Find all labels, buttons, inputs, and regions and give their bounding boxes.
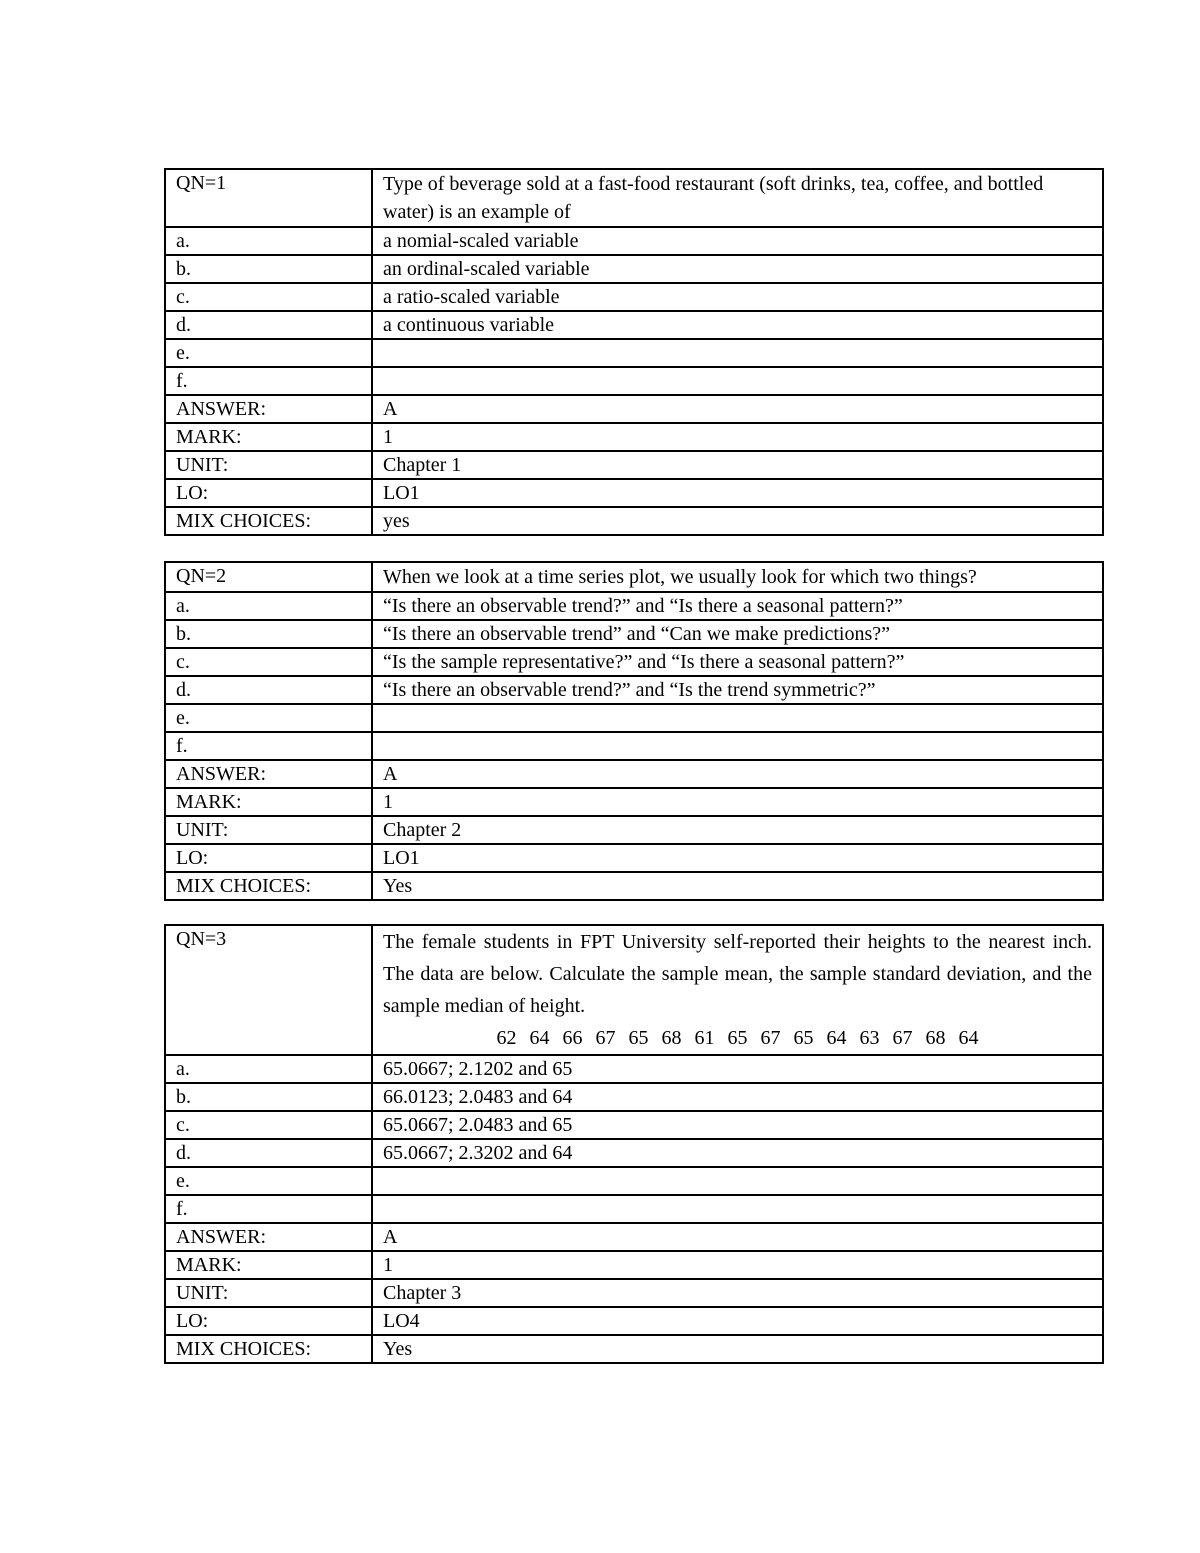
- answer-row: [165, 395, 1103, 423]
- meta-label: MARK:: [165, 788, 372, 816]
- choice-label: c.: [165, 283, 372, 311]
- mix-choices-value: Yes: [372, 872, 1103, 900]
- lo-value: LO1: [372, 479, 1103, 507]
- answer-value: A: [372, 395, 1103, 423]
- mark-value: 1: [372, 423, 1103, 451]
- choice-text: “Is there an observable trend?” and “Is there a seasonal pattern?”: [372, 592, 1103, 620]
- choice-label: f.: [165, 367, 372, 395]
- meta-label: LO:: [165, 479, 372, 507]
- choice-label: c.: [165, 1111, 372, 1139]
- choice-text: [372, 339, 1103, 367]
- lo-value: LO4: [372, 1307, 1103, 1335]
- question-number: QN=3: [165, 925, 372, 1055]
- choice-row: [165, 1083, 1103, 1111]
- choice-text: [372, 1195, 1103, 1223]
- question-table-3: [164, 924, 1104, 1364]
- choice-text: 66.0123; 2.0483 and 64: [372, 1083, 1103, 1111]
- choice-text: a nomial-scaled variable: [372, 227, 1103, 255]
- choice-row: [165, 1167, 1103, 1195]
- question-text: When we look at a time series plot, we usually look for which two things?: [372, 562, 1103, 592]
- mark-row: [165, 1251, 1103, 1279]
- mark-row: [165, 788, 1103, 816]
- meta-label: MIX CHOICES:: [165, 872, 372, 900]
- choice-row: [165, 227, 1103, 255]
- choice-text: [372, 1167, 1103, 1195]
- choice-text: “Is the sample representative?” and “Is there a seasonal pattern?”: [372, 648, 1103, 676]
- unit-row: [165, 451, 1103, 479]
- question-row: [165, 562, 1103, 592]
- unit-value: Chapter 3: [372, 1279, 1103, 1307]
- choice-row: [165, 1055, 1103, 1083]
- question-number: QN=2: [165, 562, 372, 592]
- question-row: [165, 169, 1103, 227]
- mix-choices-row: [165, 872, 1103, 900]
- choice-label: f.: [165, 1195, 372, 1223]
- question-table-1: [164, 168, 1104, 536]
- choice-label: d.: [165, 676, 372, 704]
- mix-choices-value: yes: [372, 507, 1103, 535]
- question-row: [165, 925, 1103, 1055]
- meta-label: LO:: [165, 844, 372, 872]
- choice-row: [165, 1111, 1103, 1139]
- choice-label: b.: [165, 620, 372, 648]
- meta-label: UNIT:: [165, 816, 372, 844]
- answer-row: [165, 1223, 1103, 1251]
- choice-row: [165, 283, 1103, 311]
- choice-label: e.: [165, 704, 372, 732]
- choice-text: “Is there an observable trend?” and “Is the trend symmetric?”: [372, 676, 1103, 704]
- unit-value: Chapter 2: [372, 816, 1103, 844]
- choice-label: b.: [165, 1083, 372, 1111]
- choice-row: [165, 648, 1103, 676]
- mix-choices-value: Yes: [372, 1335, 1103, 1363]
- lo-value: LO1: [372, 844, 1103, 872]
- meta-label: ANSWER:: [165, 395, 372, 423]
- choice-label: d.: [165, 311, 372, 339]
- choice-row: [165, 620, 1103, 648]
- choice-row: [165, 704, 1103, 732]
- choice-label: e.: [165, 1167, 372, 1195]
- mix-choices-row: [165, 1335, 1103, 1363]
- unit-row: [165, 1279, 1103, 1307]
- meta-label: LO:: [165, 1307, 372, 1335]
- mark-row: [165, 423, 1103, 451]
- choice-label: a.: [165, 227, 372, 255]
- meta-label: UNIT:: [165, 1279, 372, 1307]
- choice-row: [165, 732, 1103, 760]
- answer-value: A: [372, 1223, 1103, 1251]
- choice-label: e.: [165, 339, 372, 367]
- choice-row: [165, 311, 1103, 339]
- choice-text: a continuous variable: [372, 311, 1103, 339]
- unit-value: Chapter 1: [372, 451, 1103, 479]
- choice-text: “Is there an observable trend” and “Can we make predictions?”: [372, 620, 1103, 648]
- mark-value: 1: [372, 1251, 1103, 1279]
- choice-label: a.: [165, 592, 372, 620]
- choice-row: [165, 1139, 1103, 1167]
- choice-row: [165, 592, 1103, 620]
- meta-label: ANSWER:: [165, 760, 372, 788]
- choice-label: b.: [165, 255, 372, 283]
- choice-text: 65.0667; 2.0483 and 65: [372, 1111, 1103, 1139]
- choice-label: c.: [165, 648, 372, 676]
- choice-text: [372, 367, 1103, 395]
- answer-row: [165, 760, 1103, 788]
- answer-value: A: [372, 760, 1103, 788]
- mix-choices-row: [165, 507, 1103, 535]
- choice-text: an ordinal-scaled variable: [372, 255, 1103, 283]
- choice-row: [165, 255, 1103, 283]
- choice-label: d.: [165, 1139, 372, 1167]
- question-text: The female students in FPT University self-reported their heights to the nearest inch. The data are below. Calculate the sample mean, the sample standard deviation, and the sample median of height.: [383, 931, 1092, 1017]
- choice-row: [165, 339, 1103, 367]
- meta-label: UNIT:: [165, 451, 372, 479]
- unit-row: [165, 816, 1103, 844]
- question-text: Type of beverage sold at a fast-food restaurant (soft drinks, tea, coffee, and bottled water) is an example of: [372, 169, 1103, 227]
- height-data: 62 64 66 67 65 68 61 65 67 65 64 63 67 68 64: [496, 1027, 979, 1049]
- meta-label: MIX CHOICES:: [165, 507, 372, 535]
- lo-row: [165, 1307, 1103, 1335]
- mark-value: 1: [372, 788, 1103, 816]
- meta-label: ANSWER:: [165, 1223, 372, 1251]
- lo-row: [165, 844, 1103, 872]
- question-table-2: [164, 561, 1104, 901]
- choice-row: [165, 1195, 1103, 1223]
- choice-text: [372, 732, 1103, 760]
- meta-label: MARK:: [165, 1251, 372, 1279]
- choice-row: [165, 367, 1103, 395]
- meta-label: MIX CHOICES:: [165, 1335, 372, 1363]
- choice-row: [165, 676, 1103, 704]
- choice-text: 65.0667; 2.1202 and 65: [372, 1055, 1103, 1083]
- question-number: QN=1: [165, 169, 372, 227]
- choice-text: 65.0667; 2.3202 and 64: [372, 1139, 1103, 1167]
- choice-label: f.: [165, 732, 372, 760]
- choice-text: a ratio-scaled variable: [372, 283, 1103, 311]
- choice-label: a.: [165, 1055, 372, 1083]
- lo-row: [165, 479, 1103, 507]
- meta-label: MARK:: [165, 423, 372, 451]
- choice-text: [372, 704, 1103, 732]
- question-cell: [372, 925, 1103, 1055]
